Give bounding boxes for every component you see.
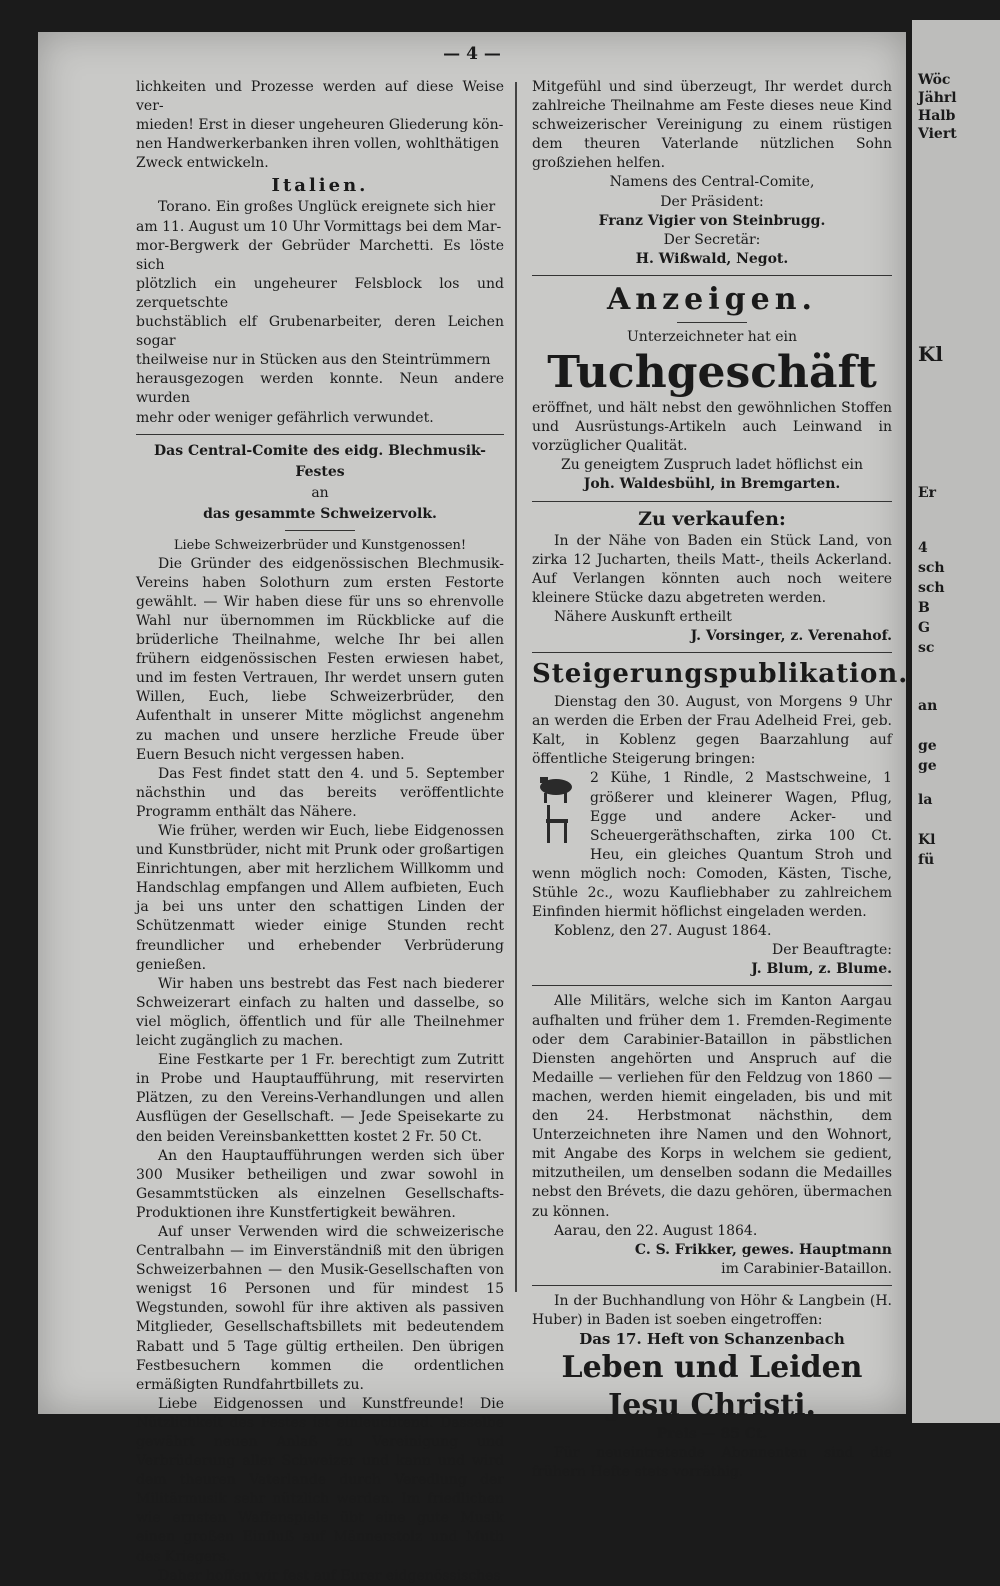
next-page-fragment: B — [918, 600, 930, 616]
ad4-place-date: Aarau, den 22. August 1864. — [554, 1222, 758, 1239]
short-divider — [677, 322, 747, 323]
ad2-body: In der Nähe von Baden ein Stück Land, von zirka 12 Jucharten, theils Matt-, theils Ackerland. Auf Verlangen könnten auch noch weitere kleinere Stücke dazu abgetreten werden. — [532, 532, 892, 606]
ad5-note: Für neueintretende Abonnenten sind die frühern Hefte stets vorräthig. — [532, 1445, 892, 1481]
left-column — [136, 78, 504, 1586]
italien-line: plötzlich ein ungeheurer Felsblock los und zerquetschte — [136, 275, 504, 311]
next-page-fragment: Kl — [918, 832, 936, 848]
column-divider — [515, 82, 517, 1292]
italien-line: buchstäblich elf Grubenarbeiter, deren Leichen sogar — [136, 314, 504, 350]
next-page-fragment: Wöc — [918, 72, 951, 88]
italien-line: theilweise nur in Stücken aus den Steintrümmern — [136, 352, 491, 369]
italien-line: herausgezogen werden konnte. Neun andere wurden — [136, 371, 504, 407]
salutation: Liebe Schweizerbrüder und Kunstgenossen! — [173, 537, 467, 553]
ad1-signer: Joh. Waldesbühl, in Bremgarten. — [583, 476, 841, 493]
ad5-price: Preis — 85 Ct. — [656, 1426, 768, 1443]
next-page-fragment: sch — [918, 580, 945, 596]
intro-line: nen Handwerkerbanken ihren vollen, wohlthätigen — [136, 136, 499, 153]
italien-line: am 11. August um 10 Uhr Vormittags bei dem Mar- — [136, 218, 502, 235]
intro-line: lichkeiten und Prozesse werden auf diese Weise ver- — [136, 79, 504, 115]
auction-illustrations — [532, 771, 584, 853]
cow-icon — [532, 771, 584, 849]
italien-line: mehr oder weniger gefährlich verwundet. — [136, 409, 434, 426]
divider — [532, 652, 892, 653]
secretary-name: H. Wißwald, Negot. — [635, 250, 789, 267]
next-page-fragment: G — [918, 620, 930, 636]
article-paragraph: Wir haben uns bestrebt das Fest nach biederer Schweizerart einfach zu halten und dasselbe, so viel möglich, öffentlich und für alle Theilnehmer leicht zugänglich zu machen. — [136, 975, 504, 1050]
next-page-fragment: ge — [918, 738, 937, 754]
right-column — [532, 78, 909, 1482]
ad5-body: In der Buchhandlung von Höhr & Langbein (H. Huber) in Baden ist soeben eingetroffen: — [532, 1292, 892, 1328]
next-page-fragment: Er — [918, 485, 937, 501]
divider — [532, 985, 892, 986]
ad1-invite: Zu geneigtem Zuspruch ladet höflichst ein — [560, 457, 864, 474]
ad3-agent-title: Der Beauftragte: — [771, 942, 892, 959]
signature-intro: Namens des Central-Comite, — [609, 174, 815, 191]
article-paragraph: Eine Festkarte per 1 Fr. berechtigt zum Zutritt in Probe und Hauptaufführung, mit reservirten Plätzen, zu den Vereins-Verhandlungen und allen Ausflügen der Gesellschaft. — Jede Speisekarte zu den beiden Vereinsbankettten kostet 2 Fr. 50 Ct. — [136, 1052, 504, 1145]
secretary-title: Der Secretär: — [663, 231, 761, 248]
next-page-fragment: sc — [918, 640, 935, 656]
ad5-subtitle: Das 17. Heft von Schanzenbach — [579, 1330, 845, 1349]
divider — [136, 434, 504, 435]
next-page-fragment: 4 — [918, 540, 928, 556]
italien-line: Torano. Ein großes Unglück ereignete sich hier — [158, 199, 496, 216]
central-heading-volk: das gesammte Schweizervolk. — [203, 505, 437, 522]
italien-heading: Italien. — [271, 175, 369, 197]
article-paragraph: Das Fest findet statt den 4. und 5. September nächsthin und das bereits veröffentlichte Programm enthält das Nähere. — [136, 765, 504, 820]
next-page-fragment: ge — [918, 758, 937, 774]
next-page-fragment: Halb — [918, 108, 956, 124]
article-paragraph: Die Gründer des eidgenössischen Blechmusik-Vereins haben Solothurn zum ersten Festorte gewählt. — Wir haben diese für uns so ehrenvolle Wahl nur übernommen im Rückblicke auf die brüderliche Theilnahme, welche Ihr bei allen frühern eidgenössischen Festen erwiesen habet, und im festen Vertrauen, Ihr werdet unsern guten Willen, Euch, liebe Schweizerbrüder, den Aufenthalt in unserer Mitte möglichst angenehm zu machen und unsere herzliche Freude über Euern Besuch nicht vergessen haben. — [136, 555, 504, 763]
ad1-body: eröffnet, und hält nebst den gewöhnlichen Stoffen und Ausrüstungs-Artikeln auch Leinwand in vorzüglicher Qualität. — [532, 400, 892, 455]
newspaper-page — [38, 32, 909, 1584]
next-page-fragment: la — [918, 792, 933, 808]
next-page-fragment: an — [918, 698, 938, 714]
next-page-fragment: Viert — [918, 126, 957, 142]
ad4-signer-unit: im Carabinier-Bataillon. — [721, 1260, 892, 1277]
divider — [532, 501, 892, 502]
central-heading: Das Central-Comite des eidg. Blechmusik-Festes — [153, 442, 486, 480]
page-number: — 4 — — [443, 44, 501, 64]
next-page-edge — [912, 20, 1000, 1423]
divider — [532, 275, 892, 276]
next-page-fragment: fü — [918, 852, 935, 868]
next-page-fragment: sch — [918, 560, 945, 576]
ad4-signer: C. S. Frikker, gewes. Hauptmann — [634, 1241, 892, 1258]
president-title: Der Präsident: — [660, 193, 764, 210]
intro-line: mieden! Erst in dieser ungeheuren Gliederung kön- — [136, 117, 504, 134]
divider — [532, 1285, 892, 1286]
italien-line: mor-Bergwerk der Gebrüder Marchetti. Es löste sich — [136, 237, 504, 273]
ad3-agent-name: J. Blum, z. Blume. — [751, 961, 892, 978]
ad2-signer: J. Vorsinger, z. Verenahof. — [690, 627, 892, 644]
next-page-fragment: Kl — [918, 342, 943, 366]
article-paragraph: Daher hoffen wir fest auf Eurer eidgenössisches — [158, 1567, 501, 1584]
next-page-fragment: Jährl — [918, 90, 957, 106]
article-paragraph: Liebe Eidgenossen und Kunstfreunde! Die Nützlichkeit des Festes ist einleuchtend. Dasselbe gewährt neuen Anlaß zu Vereinigung und Verbrüderung aller Schweizer und kann und wird dem theuren Vaterlande durch Veredlung der Militärmusik sehr nützlich werden. Im friedlichen wie ernsten Waffenspiele übt eine gute Musik einen großen Einfluß auf Männerstolz und Muth des Kriegers. — [136, 1395, 504, 1565]
ad1-title: Tuchgeschäft — [547, 347, 877, 399]
intro-line: Zweck entwickeln. — [136, 155, 269, 172]
ad2-info: Nähere Auskunft ertheilt — [554, 608, 732, 625]
central-heading-an: an — [311, 484, 329, 501]
president-name: Franz Vigier von Steinbrugg. — [598, 212, 826, 229]
ad1-intro: Unterzeichneter hat ein — [627, 328, 797, 345]
ad3-place-date: Koblenz, den 27. August 1864. — [554, 923, 772, 940]
ad4-body: Alle Militärs, welche sich im Kanton Aargau aufhalten und früher dem 1. Fremden-Regimente oder dem Carabinier-Bataillon in päbstlichen Diensten angehörten und Anspruch auf die Medaille — verliehen für den Feldzug von 1860 — machen, werden hiemit eingeladen, bis und mit den 24. Herbstmonat nächsthin, dem Unterzeichneten ihre Namen und den Wohnort, mit Angabe des Korps in welchem sie gedient, mitzutheilen, um denselben sodann die Medailles nebst den Brévets, die dazu gehören, übermachen zu können. — [532, 993, 892, 1220]
anzeigen-heading: Anzeigen. — [607, 281, 817, 317]
ad3-heading: Steigerungspublikation. — [532, 659, 909, 690]
article-paragraph: Wie früher, werden wir Euch, liebe Eidgenossen und Kunstbrüder, nicht mit Prunk oder großartigen Einrichtungen, aber mit herzlichem Willkomm und Handschlag empfangen und Allem aufbieten, Euch ja bei uns unter den schattigen Linden der Schützenmatt wieder einige Stunden recht freundlicher und erhebender Verbrüderung genießen. — [136, 823, 504, 973]
ad3-body-1: Dienstag den 30. August, von Morgens 9 Uhr an werden die Erben der Frau Adelheid Frei, geb. Kalt, in Koblenz gegen Baarzahlung auf öffentliche Steigerung bringen: — [532, 694, 892, 768]
ad3-body-2: 2 Kühe, 1 Rindle, 2 Mastschweine, 1 größerer und kleinerer Wagen, Pflug, Egge und andere Acker- und Scheuergeräthschaften, zirka 100 Ct. Heu, ein gleiches Quantum Stroh und wenn möglich noch: Comoden, Kästen, Tische, Stühle 2c., wozu Kaufliebhaber zu zahlreichem Einfinden hiermit höflichst eingeladen werden. — [532, 770, 892, 921]
ad5-title: Leben und Leiden Jesu Christi. — [561, 1350, 863, 1424]
ad2-heading: Zu verkaufen: — [638, 507, 786, 530]
article-paragraph: Auf unser Verwenden wird die schweizerische Centralbahn — im Einverständniß mit den übrigen Schweizerbahnen — den Musik-Gesellschaften von wenigst 16 Personen und für mindest 15 Wegstunden, sowohl für ihre aktiven als passiven Mitglieder, Gesellschaftsbillets mit bedeutendem Rabatt und 5 Tage gültig ertheilen. Den übrigen Festbesuchern kommen die ordentlichen ermäßigten Rundfahrtbillets zu. — [136, 1223, 504, 1393]
article-paragraph: An den Hauptaufführungen werden sich über 300 Musiker betheiligen und zwar sowohl in Gesammtstücken als einzelnen Gesellschafts-Produktionen ihre Kunstfertigkeit bewähren. — [136, 1147, 504, 1221]
short-divider — [285, 530, 355, 531]
continuation-text: Mitgefühl und sind überzeugt, Ihr werdet durch zahlreiche Theilnahme am Feste dieses neue Kind schweizerischer Vereinigung zu einem rüstigen dem theuren Vaterlande nützlichen Sohn großziehen helfen. — [532, 79, 892, 172]
